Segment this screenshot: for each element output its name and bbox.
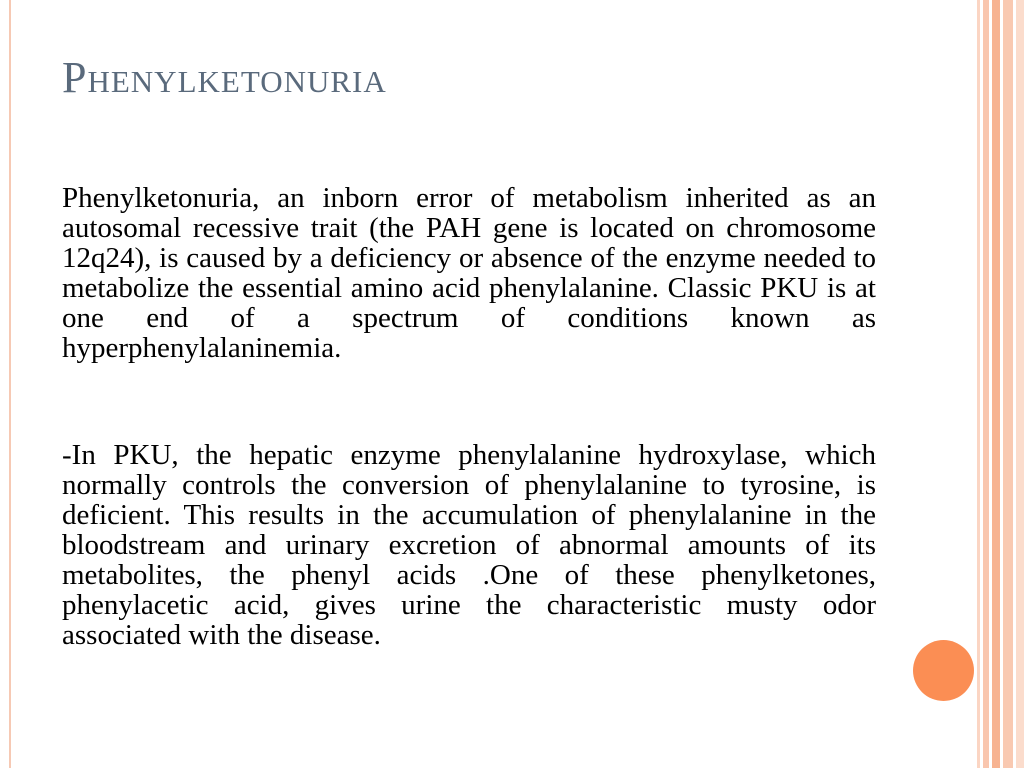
left-border-line: [9, 0, 11, 768]
right-stripe: [1016, 0, 1024, 768]
right-stripe: [1003, 0, 1013, 768]
right-stripe: [992, 0, 1000, 768]
right-stripe: [983, 0, 989, 768]
body-paragraph-2: -In PKU, the hepatic enzyme phenylalanine hydroxylase, which normally controls the conversion of phenylalanine to tyrosine, is deficient. This results in the accumulation of phenylalanine in the bloodstream and urinary excretion of abnormal amounts of its metabolites, the phenyl acids .One of these phenylketones, phenylacetic acid, gives urine the characteristic musty odor associated with the disease.: [62, 439, 876, 651]
right-stripe: [977, 0, 980, 768]
slide-title: Phenylketonuria: [62, 53, 387, 102]
body-paragraph-1: Phenylketonuria, an inborn error of metabolism inherited as an autosomal recessive trait (the PAH gene is located on chromosome 12q24), is caused by a deficiency or absence of the enzyme needed to metabolize the essential amino acid phenylalanine. Classic PKU is at one end of a spectrum of conditions known as hyperphenylalaninemia.: [62, 182, 876, 364]
orange-circle-decoration: [913, 640, 974, 701]
